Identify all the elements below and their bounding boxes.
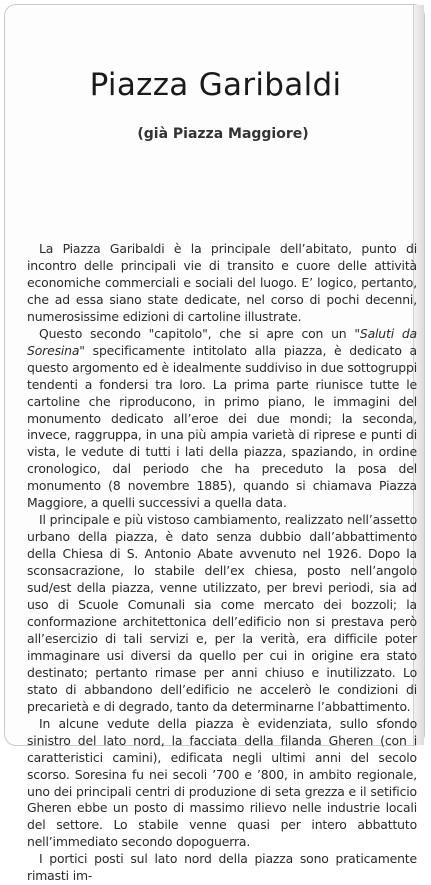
italic-text: "Saluti da Soresina" xyxy=(27,325,417,358)
paragraph: Il principale e più vistoso cambiamento, realizzato nell’assetto urbano della piazza, è dato senza dubbio dall’abbattimento della Chiesa di S. Antonio Abate avvenuto nel 1926. Dopo la sconsacrazione, lo stabile dell’ex chiesa, posto nell’angolo sud/est della piazza, venne utilizzato, per brevi periodi, sia ad uso di Scuole Comunali sia come mercato dei bozzoli; la conformazione architettonica dell’edificio non si prestava però all’esercizio di tali servizi e, per la verità, era difficile poter immaginare usi diversi da quello per cui in origine era stato destinato; pertanto rimase per anni chiuso e inutilizzato. Lo stato di abbandono dell’edificio ne accelerò le condizioni di precarietà e di degrado, tanto da determinarne l’abbattimento. xyxy=(27,512,417,714)
paragraph xyxy=(27,326,417,512)
page-title: Piazza Garibaldi xyxy=(89,67,342,103)
paragraph-text: specificamente intitolato alla piazza, è dedicato a questo argomento ed è idealmente suddiviso in due sottogruppi tendenti a fondersi tra loro. La prima parte riunisce tutte le cartoline che riproducono, in primo piano, le immagini del monumento dedicato all’eroe dei due mondi; la seconda, invece, raggruppa, in una più ampia varietà di riprese e punti di vista, le vedute di tutti i lati della piazza, spaziando, in ordine cronologico, dal periodo che ha preceduto la posa del monumento (8 novembre 1885), quando si chiamava Piazza Maggiore, a quelli successivi a quella data. xyxy=(27,342,417,511)
paragraph: La Piazza Garibaldi è la principale dell’abitato, punto di incontro delle principali vie di transito e cuore delle attività economiche commerciali e sociali del luogo. E’ logico, pertanto, che ad essa siano state dedicate, nel corso di pochi decenni, numerosissime edizioni di cartoline illustrate. xyxy=(27,241,417,324)
page-subtitle: (già Piazza Maggiore) xyxy=(137,126,309,142)
paragraph-text: Questo secondo "capitolo", che si apre con un xyxy=(39,325,355,341)
paragraph: I portici posti sul lato nord della piazza sono praticamente rimasti im- xyxy=(27,851,417,884)
paragraph: In alcune vedute della piazza è evidenziata, sullo sfondo sinistro del lato nord, la facciata della filanda Gheren (con i caratteristici camini), edificata negli ultimi anni del secolo scorso. Soresina fu nei secoli ’700 e ’800, in ambito regionale, uno dei principali centri di produzione di seta grezza e il setificio Gheren ebbe un posto di massimo rilievo nelle industrie locali del settore. Lo stabile venne quasi per intero abbattuto nell’immediato secondo dopoguerra. xyxy=(27,715,417,850)
body-text xyxy=(27,241,417,885)
page xyxy=(4,4,425,884)
